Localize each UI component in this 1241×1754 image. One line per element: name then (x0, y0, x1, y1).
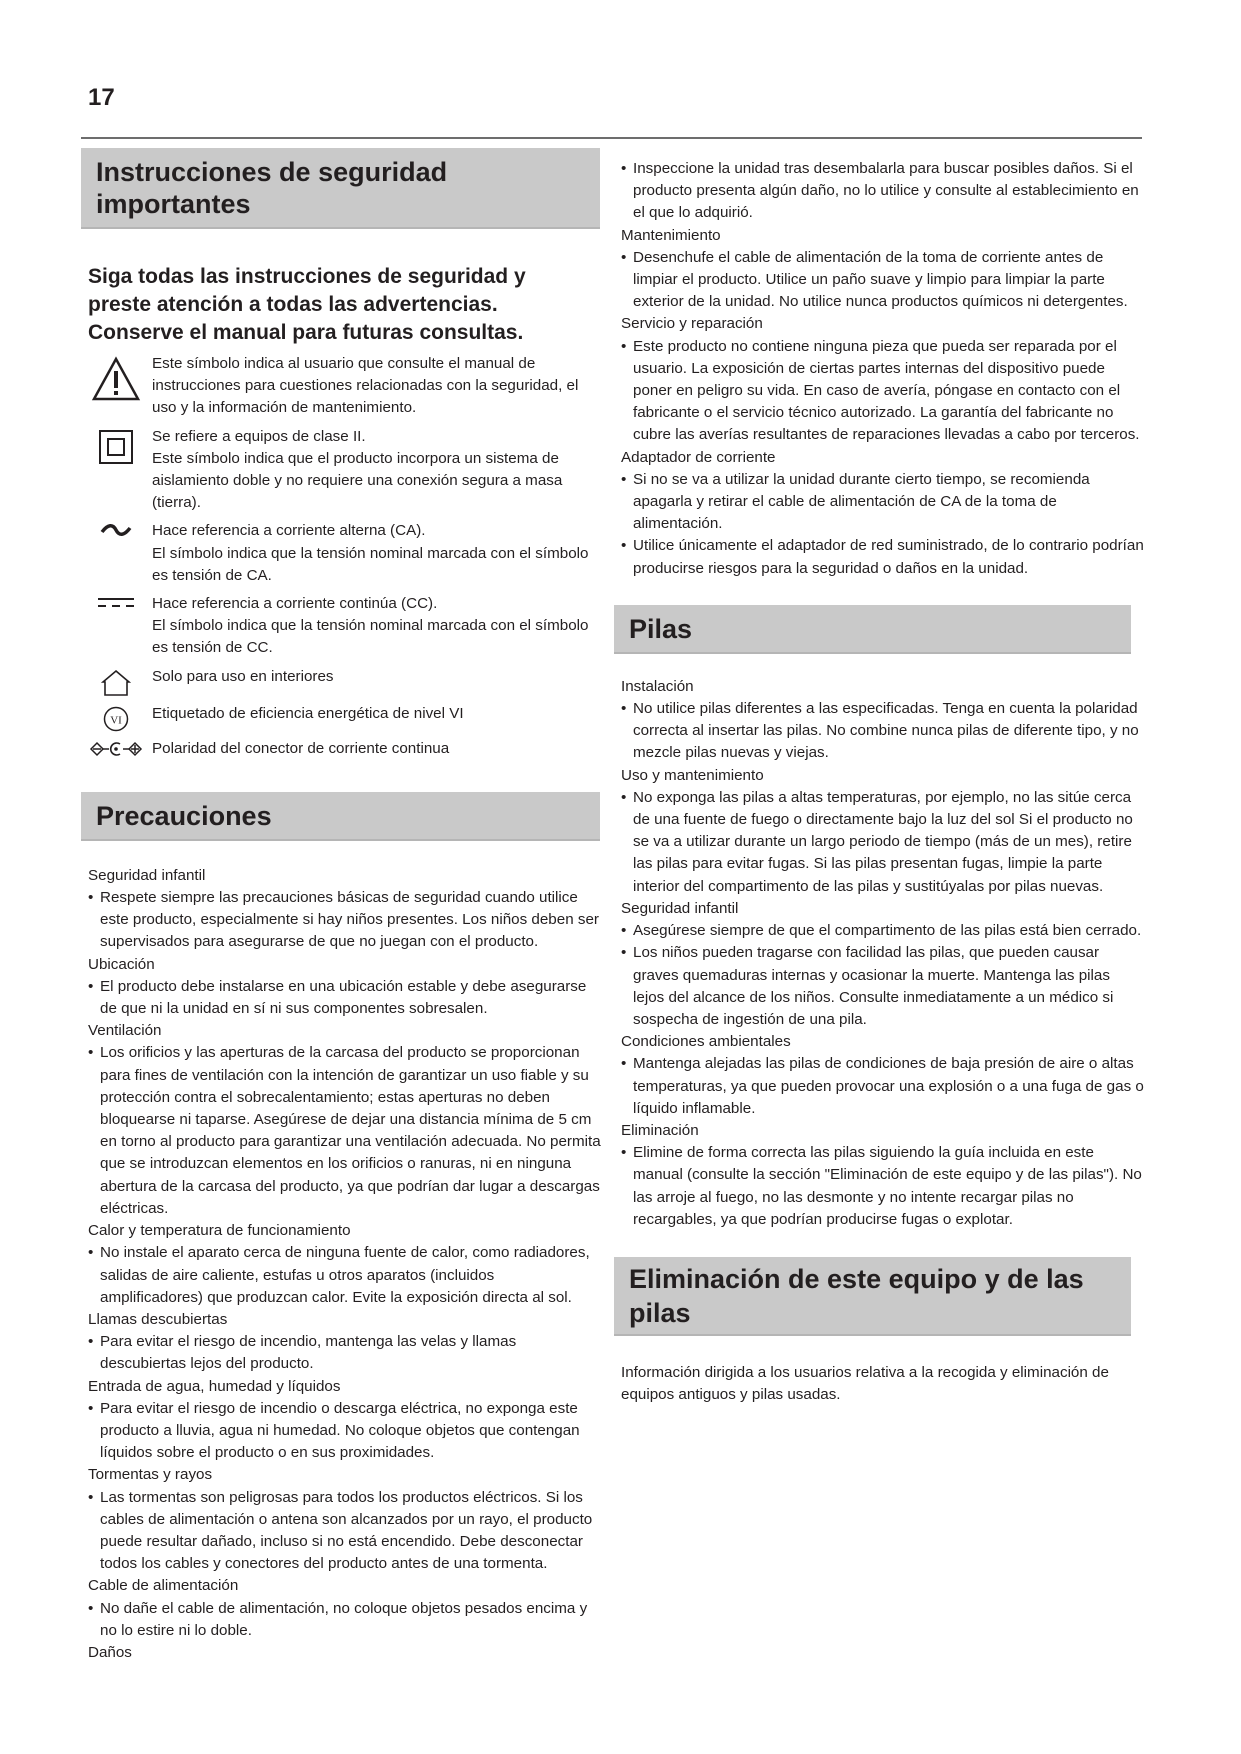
symbol-description (144, 593, 601, 660)
section-title: Llamas descubiertas (88, 1310, 228, 1328)
bullet-text: Los orificios y las aperturas de la carcasa del producto se proporcionan para fines de ventilación con la intención de garantizar un uso fiable y su protección contra el sobrecalentamiento; estas aperturas no deben bloquearse ni taparse. Asegúrese de dejar una distancia mínima de 5 cm en torno al producto para garantizar una ventilación adecuada. No permita que se introduzcan elementos en los orificios o ranuras, ni en ninguna abertura de la carcasa del producto, ya que podrían dar lugar a descargas eléctricas. (100, 1044, 601, 1217)
safety-heading: Instrucciones de seguridad importantes (81, 148, 600, 229)
bullet-item (621, 247, 1144, 314)
bullet-icon: • (621, 922, 627, 940)
bullet-text: Las tormentas son peligrosas para todos los productos eléctricos. Si los cables de alimentación o antena son alcanzados por un rayo, el producto puede resultar dañado, incluso si no está encendido. Debe desconectar todos los cables y conectores del producto antes de una tormenta. (100, 1488, 593, 1573)
symbol-description (144, 738, 601, 760)
section-title: Ubicación (88, 955, 155, 973)
svg-text:VI: VI (110, 714, 122, 727)
symbol-text: Solo para uso en interiores (152, 667, 334, 685)
maintenance-list (614, 158, 1144, 580)
symbol-text: Este símbolo indica que el producto incorpora un sistema de aislamiento doble y no requiere una conexión segura a masa (tierra). (152, 449, 563, 512)
symbol-row (88, 353, 601, 420)
bullet-icon: • (621, 1055, 627, 1073)
section-title: Calor y temperatura de funcionamiento (88, 1222, 351, 1240)
disposal-text: Información dirigida a los usuarios relativa a la recogida y eliminación de equipos antiguos y pilas usadas. (621, 1363, 1109, 1404)
symbol-text: Hace referencia a corriente alterna (CA). (152, 522, 426, 540)
section-title: Instalación (621, 677, 694, 695)
bullet-icon: • (88, 889, 94, 907)
section-title: Daños (88, 1643, 132, 1661)
symbol-description (144, 520, 601, 587)
bullet-item (88, 1042, 601, 1220)
symbol-row (88, 593, 601, 660)
symbol-text: Se refiere a equipos de clase II. (152, 427, 366, 445)
bullet-icon: • (621, 944, 627, 962)
symbol-description (144, 703, 601, 725)
section-title: Adaptador de corriente (621, 448, 776, 466)
warning-triangle-icon (88, 356, 144, 402)
section-title: Uso y mantenimiento (621, 766, 764, 784)
bullet-text: El producto debe instalarse en una ubicación estable y debe asegurarse de que ni la unidad en sí ni sus componentes sobresalen. (100, 977, 587, 1018)
efficiency-vi-icon (88, 706, 144, 732)
bullet-icon: • (88, 1488, 94, 1506)
bullet-item (621, 535, 1144, 579)
safety-lead: Siga todas las instrucciones de seguridad y preste atención a todas las advertencias. Conserve el manual para futuras consultas. (88, 265, 526, 344)
section-title: Eliminación (621, 1121, 699, 1139)
bullet-item (621, 1053, 1144, 1120)
bullet-item (621, 469, 1144, 536)
bullet-icon: • (621, 700, 627, 718)
header-rule (81, 137, 1142, 139)
bullet-icon: • (621, 248, 627, 266)
bullet-item (88, 976, 601, 1020)
bullet-icon: • (88, 1399, 94, 1417)
section-title: Condiciones ambientales (621, 1033, 791, 1051)
bullet-icon: • (88, 1244, 94, 1262)
polarity-icon (88, 741, 144, 757)
symbol-description (144, 666, 601, 688)
bullet-text: No utilice pilas diferentes a las especificadas. Tenga en cuenta la polaridad correcta al insertar las pilas. No combine nunca pilas de diferente tipo, y no mezcle pilas nuevas y viejas. (633, 700, 1139, 762)
bullet-text: Desenchufe el cable de alimentación de la toma de corriente antes de limpiar el producto. Utilice un paño suave y limpio para limpiar la parte exterior de la unidad. No utilice nunca productos químicos ni detergentes. (633, 248, 1128, 311)
bullet-text: Para evitar el riesgo de incendio o descarga eléctrica, no exponga este producto a lluvia, agua ni humedad. No coloque objetos que contengan líquidos sobre el producto o en sus proximidades. (100, 1399, 580, 1462)
symbol-list (81, 353, 601, 760)
bullet-icon: • (88, 977, 94, 995)
bullet-text: Los niños pueden tragarse con facilidad las pilas, que pueden causar graves quemaduras internas y ocasionar la muerte. Mantenga las pilas lejos del alcance de los niños. Consulte inmediatamente a un médico si sospecha de ingestión de una pila. (633, 944, 1114, 1028)
precautions-heading: Precauciones (81, 792, 600, 841)
bullet-text: Este producto no contiene ninguna pieza que pueda ser reparada por el usuario. La exposición de ciertas partes internas del dispositivo puede poner en peligro su vida. En caso de avería, póngase en contacto con el fabricante o el servicio técnico autorizado. La garantía del fabricante no cubre las averías resultantes de reparaciones llevadas a cabo por terceros. (633, 337, 1140, 444)
indoor-use-icon (88, 669, 144, 697)
bullet-icon: • (88, 1333, 94, 1351)
bullet-item (88, 1598, 601, 1642)
page-number: 17 (88, 84, 115, 111)
section-title: Tormentas y rayos (88, 1466, 213, 1484)
batteries-heading: Pilas (614, 605, 1131, 654)
class-ii-icon (88, 429, 144, 465)
section-title: Servicio y reparación (621, 315, 763, 333)
section-title: Cable de alimentación (88, 1577, 239, 1595)
bullet-item (88, 887, 601, 954)
bullet-text: Mantenga alejadas las pilas de condiciones de baja presión de aire o altas temperaturas, ya que pueden provocar una explosión o a una fuga de gas o líquido inflamable. (633, 1055, 1144, 1117)
bullet-text: No exponga las pilas a altas temperaturas, por ejemplo, no las sitúe cerca de una fuente de fuego o directamente bajo la luz del sol Si el producto no se va a utilizar durante un largo periodo de tiempo (más de un mes), retire las pilas para evitar fugas. Si las pilas presentan fugas, limpie la parte interior del compartimento de las pilas y sustitúyalas por pilas nuevas. (633, 788, 1133, 895)
bullet-item (621, 698, 1144, 765)
bullet-item (621, 336, 1144, 447)
bullet-item (88, 1398, 601, 1465)
symbol-text: El símbolo indica que la tensión nominal marcada con el símbolo es tensión de CC. (152, 617, 589, 657)
bullet-icon: • (621, 160, 627, 177)
section-title: Seguridad infantil (88, 866, 206, 884)
ac-icon (88, 523, 144, 537)
dc-icon (88, 596, 144, 610)
symbol-description (144, 353, 601, 420)
bullet-item (88, 1242, 601, 1309)
bullet-text: Elimine de forma correcta las pilas siguiendo la guía incluida en este manual (consulte la sección "Eliminación de este equipo y de las pilas"). No las arroje al fuego, no las desmonte y no intente recargar pilas no recargables, ya que podrían producirse fugas o explotar. (633, 1144, 1142, 1228)
bullet-item (621, 920, 1144, 942)
bullet-item (621, 1142, 1144, 1231)
batteries-list (614, 676, 1144, 1231)
bullet-item (621, 787, 1144, 898)
right-column (614, 158, 1144, 1406)
symbol-text: Este símbolo indica al usuario que consulte el manual de instrucciones para cuestiones relacionadas con la seguridad, el uso y la información de mantenimiento. (152, 355, 579, 417)
bullet-text: Para evitar el riesgo de incendio, mantenga las velas y llamas descubiertas lejos del producto. (100, 1333, 517, 1373)
symbol-text: Hace referencia a corriente continúa (CC). (152, 595, 438, 613)
bullet-item (88, 1331, 601, 1375)
bullet-icon: • (621, 337, 627, 355)
symbol-description (144, 426, 601, 515)
bullet-icon: • (621, 788, 627, 806)
symbol-row (88, 426, 601, 515)
bullet-text: Si no se va a utilizar la unidad durante cierto tiempo, se recomienda apagarla y retirar el cable de alimentación de CA de la toma de alimentación. (633, 470, 1090, 533)
bullet-text: Utilice únicamente el adaptador de red suministrado, de lo contrario podrían producirse riesgos para la seguridad o daños en la unidad. (633, 537, 1144, 577)
section-title: Mantenimiento (621, 226, 721, 244)
bullet-item (621, 942, 1144, 1031)
symbol-row (88, 520, 601, 587)
bullet-icon: • (88, 1044, 94, 1062)
bullet-text: Respete siempre las precauciones básicas de seguridad cuando utilice este producto, especialmente si hay niños presentes. Los niños deben ser supervisados para asegurarse de que no juegan con el producto. (100, 889, 599, 951)
bullet-icon: • (621, 537, 627, 555)
bullet-item (621, 158, 1144, 225)
section-title: Ventilación (88, 1022, 162, 1040)
symbol-text: Etiquetado de eficiencia energética de nivel VI (152, 704, 464, 722)
bullet-item (88, 1487, 601, 1576)
bullet-icon: • (88, 1599, 94, 1617)
bullet-text: Asegúrese siempre de que el compartimento de las pilas está bien cerrado. (633, 922, 1142, 940)
disposal-heading: Eliminación de este equipo y de las pilas (614, 1257, 1131, 1336)
symbol-text: Polaridad del conector de corriente continua (152, 739, 450, 757)
symbol-row (88, 738, 601, 760)
left-column (81, 148, 601, 1664)
section-title: Seguridad infantil (621, 899, 739, 917)
symbol-row (88, 666, 601, 697)
symbol-row (88, 703, 601, 732)
section-title: Entrada de agua, humedad y líquidos (88, 1377, 341, 1395)
precautions-list (81, 865, 601, 1664)
bullet-text: No dañe el cable de alimentación, no coloque objetos pesados encima y no lo estire ni lo doble. (100, 1599, 588, 1639)
bullet-icon: • (621, 1144, 627, 1162)
bullet-text: No instale el aparato cerca de ninguna fuente de calor, como radiadores, salidas de aire caliente, estufas u otros aparatos (incluidos amplificadores) que produzcan calor. Evite la exposición directa al sol. (100, 1244, 590, 1306)
bullet-icon: • (621, 470, 627, 488)
symbol-text: El símbolo indica que la tensión nominal marcada con el símbolo es tensión de CA. (152, 544, 589, 584)
bullet-text: Inspeccione la unidad tras desembalarla para buscar posibles daños. Si el producto presenta algún daño, no lo utilice y consulte al establecimiento en el que lo adquirió. (633, 160, 1139, 222)
